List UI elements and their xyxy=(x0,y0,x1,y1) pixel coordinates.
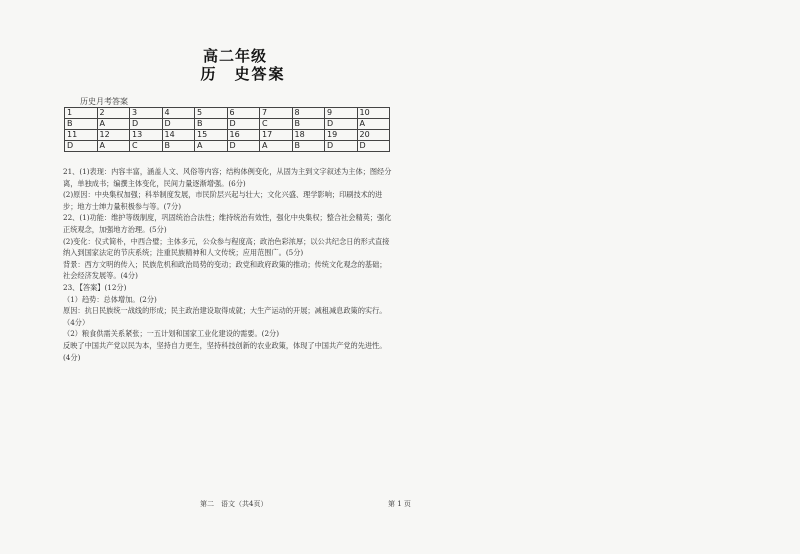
table-cell: A xyxy=(195,141,228,152)
grade-title: 高二年级 xyxy=(202,47,267,65)
table-cell: A xyxy=(260,141,293,152)
table-cell: 1 xyxy=(65,108,98,119)
table-cell: 17 xyxy=(260,130,293,141)
answer-paragraph: 21、(1)表现：内容丰富，涵盖人文、风俗等内容；结构体例变化，从固为主到文字叙述为主体；图经分离，单独成书；编撰主体变化，民间力量逐渐增强。(6分) xyxy=(63,167,392,188)
table-cell: 7 xyxy=(260,108,293,119)
table-cell: 4 xyxy=(162,108,195,119)
table-cell: B xyxy=(195,119,228,130)
page-number: 第 1 页 xyxy=(388,500,411,508)
table-cell: 13 xyxy=(130,130,163,141)
answer-paragraph: (2)变化：仪式简朴，中西合璧；主体多元，公众参与程度高；政治色彩浓厚；以公共纪念日的形式直接纳入到国家法定的节庆系统；注重民族精神和人文传统；应用范围广。(5分) xyxy=(63,236,390,258)
table-row xyxy=(65,141,390,152)
table-cell: C xyxy=(130,141,163,152)
table-cell: D xyxy=(227,119,260,130)
answer-paragraph: （2）粮食供需关系紧张；一五计划和国家工业化建设的需要。(2分) xyxy=(63,329,280,339)
table-cell: D xyxy=(357,141,390,152)
answer-paragraph: 23、【答案】(12分) xyxy=(63,282,127,292)
table-cell: A xyxy=(97,119,130,130)
table-cell: D xyxy=(227,141,260,152)
table-cell: A xyxy=(357,119,390,130)
table-cell: 5 xyxy=(195,108,228,119)
table-cell: D xyxy=(325,141,358,152)
answer-paragraph: 原因：抗日民族统一战线的形成；民主政治建设取得成就；大生产运动的开展；减租减息政策的实行。（4分） xyxy=(63,306,387,327)
answer-paragraph: 背景：西方文明的传入；民族危机和政治局势的变动；政党和政府政策的推动；传统文化观念的基础；社会经济发展等。(4分) xyxy=(63,259,387,281)
table-cell: 9 xyxy=(325,108,358,119)
answer-paragraph: （1）趋势：总体增加。(2分) xyxy=(63,294,157,304)
table-cell: B xyxy=(292,119,325,130)
table-cell: B xyxy=(65,119,98,130)
table-row xyxy=(65,119,390,130)
table-cell: 12 xyxy=(97,130,130,141)
answer-explanations xyxy=(63,166,393,363)
table-cell: D xyxy=(130,119,163,130)
table-cell: 16 xyxy=(227,130,260,141)
table-cell: C xyxy=(260,119,293,130)
table-cell: B xyxy=(292,141,325,152)
table-cell: 19 xyxy=(325,130,358,141)
answer-key-table xyxy=(64,107,390,152)
table-cell: D xyxy=(325,119,358,130)
table-cell: 15 xyxy=(195,130,228,141)
table-cell: 3 xyxy=(130,108,163,119)
table-cell: 20 xyxy=(357,130,390,141)
table-row xyxy=(65,108,390,119)
table-cell: 8 xyxy=(292,108,325,119)
table-cell: D xyxy=(65,141,98,152)
answer-paragraph: 反映了中国共产党以民为本，坚持自力更生，坚持科技创新的农业政策，体现了中国共产党的先进性。(4分) xyxy=(63,340,387,362)
table-cell: A xyxy=(97,141,130,152)
table-cell: 6 xyxy=(227,108,260,119)
answer-paragraph: (2)原因：中央集权加强；科举制度发展，市民阶层兴起与壮大；文化兴盛、理学影响；印刷技术的进步；地方士绅力量积极参与等。(7分) xyxy=(63,190,383,211)
footer-left: 第二 语文（共4页） xyxy=(200,500,268,508)
table-cell: D xyxy=(162,119,195,130)
table-cell: 18 xyxy=(292,130,325,141)
table-cell: 11 xyxy=(65,130,98,141)
table-caption: 历史月考答案 xyxy=(80,97,128,106)
table-cell: B xyxy=(162,141,195,152)
answer-paragraph: 22、(1)功能：维护等级制度，巩固统治合法性；维持统治有效性，强化中央集权；整合社会精英；强化正统观念，加强地方治理。(5分) xyxy=(63,213,392,234)
table-row xyxy=(65,130,390,141)
table-cell: 2 xyxy=(97,108,130,119)
subject-title: 历 史答案 xyxy=(200,65,286,83)
table-cell: 10 xyxy=(357,108,390,119)
table-cell: 14 xyxy=(162,130,195,141)
